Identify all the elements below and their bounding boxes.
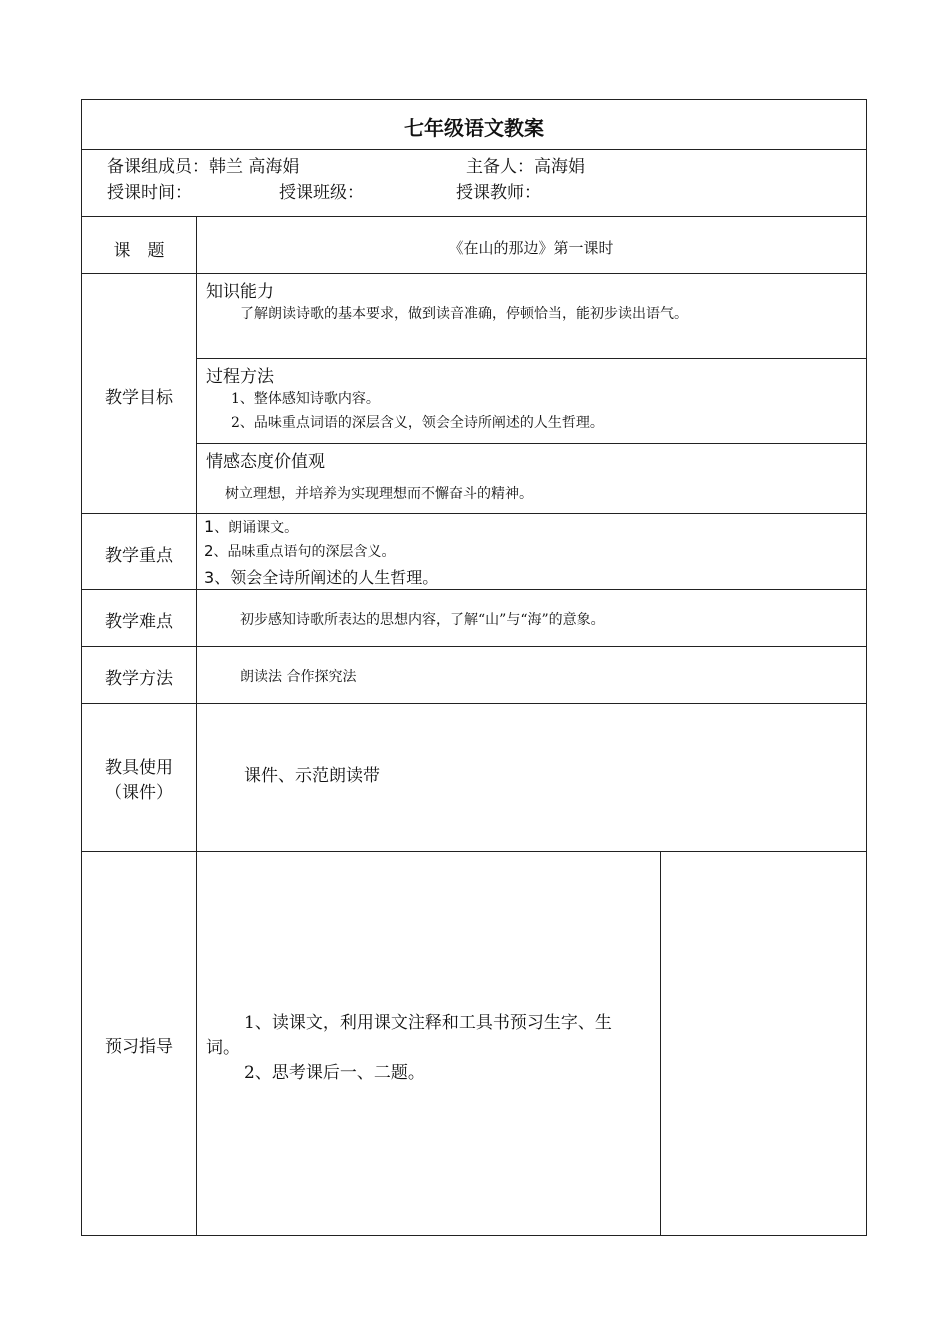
column-divider [660,851,661,1236]
topic-value: 《在山的那边》第一课时 [448,239,614,257]
difficulties-text: 初步感知诗歌所表达的思想内容，了解“山”与“海”的意象。 [240,612,605,628]
knowledge-text: 了解朗读诗歌的基本要求，做到读音准确，停顿恰当，能初步读出语气。 [240,306,688,322]
knowledge-heading: 知识能力 [206,282,274,302]
row-divider [82,589,866,590]
tools-label: 教具使用 [105,758,173,778]
methods-text: 朗读法 合作探究法 [240,669,357,685]
row-divider [82,149,866,150]
row-divider [82,851,866,852]
preview-line: 2、思考课后一、二题。 [244,1063,425,1083]
row-divider [196,358,866,359]
preview-label: 预习指导 [105,1037,173,1057]
tools-text: 课件、示范朗读带 [244,766,380,786]
key-point-number: 3 [204,568,215,587]
process-item: 1、整体感知诗歌内容。 [231,391,380,407]
key-point-number: 2 [204,542,214,560]
row-divider [196,443,866,444]
process-heading: 过程方法 [206,367,274,387]
key-point-text: 、品味重点语句的深层含义。 [213,544,396,560]
lead-value: 高海娟 [534,157,585,177]
key-point-item [204,565,438,588]
lesson-plan-table [81,99,867,1236]
page-title: 七年级语文教案 [404,116,544,140]
members-value: 韩兰 高海娟 [209,157,300,177]
row-divider [82,513,866,514]
objectives-label: 教学目标 [105,388,173,408]
members-row [107,152,299,177]
key-point-item [204,517,298,537]
row-divider [82,703,866,704]
key-points-label: 教学重点 [105,546,173,566]
preview-line: 1、读课文，利用课文注释和工具书预习生字、生 [244,1013,612,1033]
lead-label: 主备人： [466,157,534,177]
key-point-text: 、领会全诗所阐述的人生哲理。 [214,568,439,587]
methods-label: 教学方法 [105,669,173,689]
emotion-heading: 情感态度价值观 [206,452,325,472]
key-point-text: 、朗诵课文。 [214,520,299,536]
process-item: 2、品味重点词语的深层含义，领会全诗所阐述的人生哲理。 [231,415,604,431]
preview-line: 词。 [206,1038,240,1058]
lead-row [466,152,585,177]
key-point-item [204,541,396,561]
members-label: 备课组成员： [107,157,209,177]
tools-label-sub: （课件） [105,783,173,803]
key-point-number: 1 [204,517,215,536]
row-divider [82,646,866,647]
column-divider [196,216,197,1236]
class-label: 授课班级： [279,183,364,203]
difficulties-label: 教学难点 [105,612,173,632]
time-label: 授课时间： [107,183,192,203]
topic-label: 课 题 [113,241,165,261]
row-divider [82,216,866,217]
row-divider [82,273,866,274]
teacher-label: 授课教师： [456,183,541,203]
emotion-text: 树立理想，并培养为实现理想而不懈奋斗的精神。 [225,486,533,502]
